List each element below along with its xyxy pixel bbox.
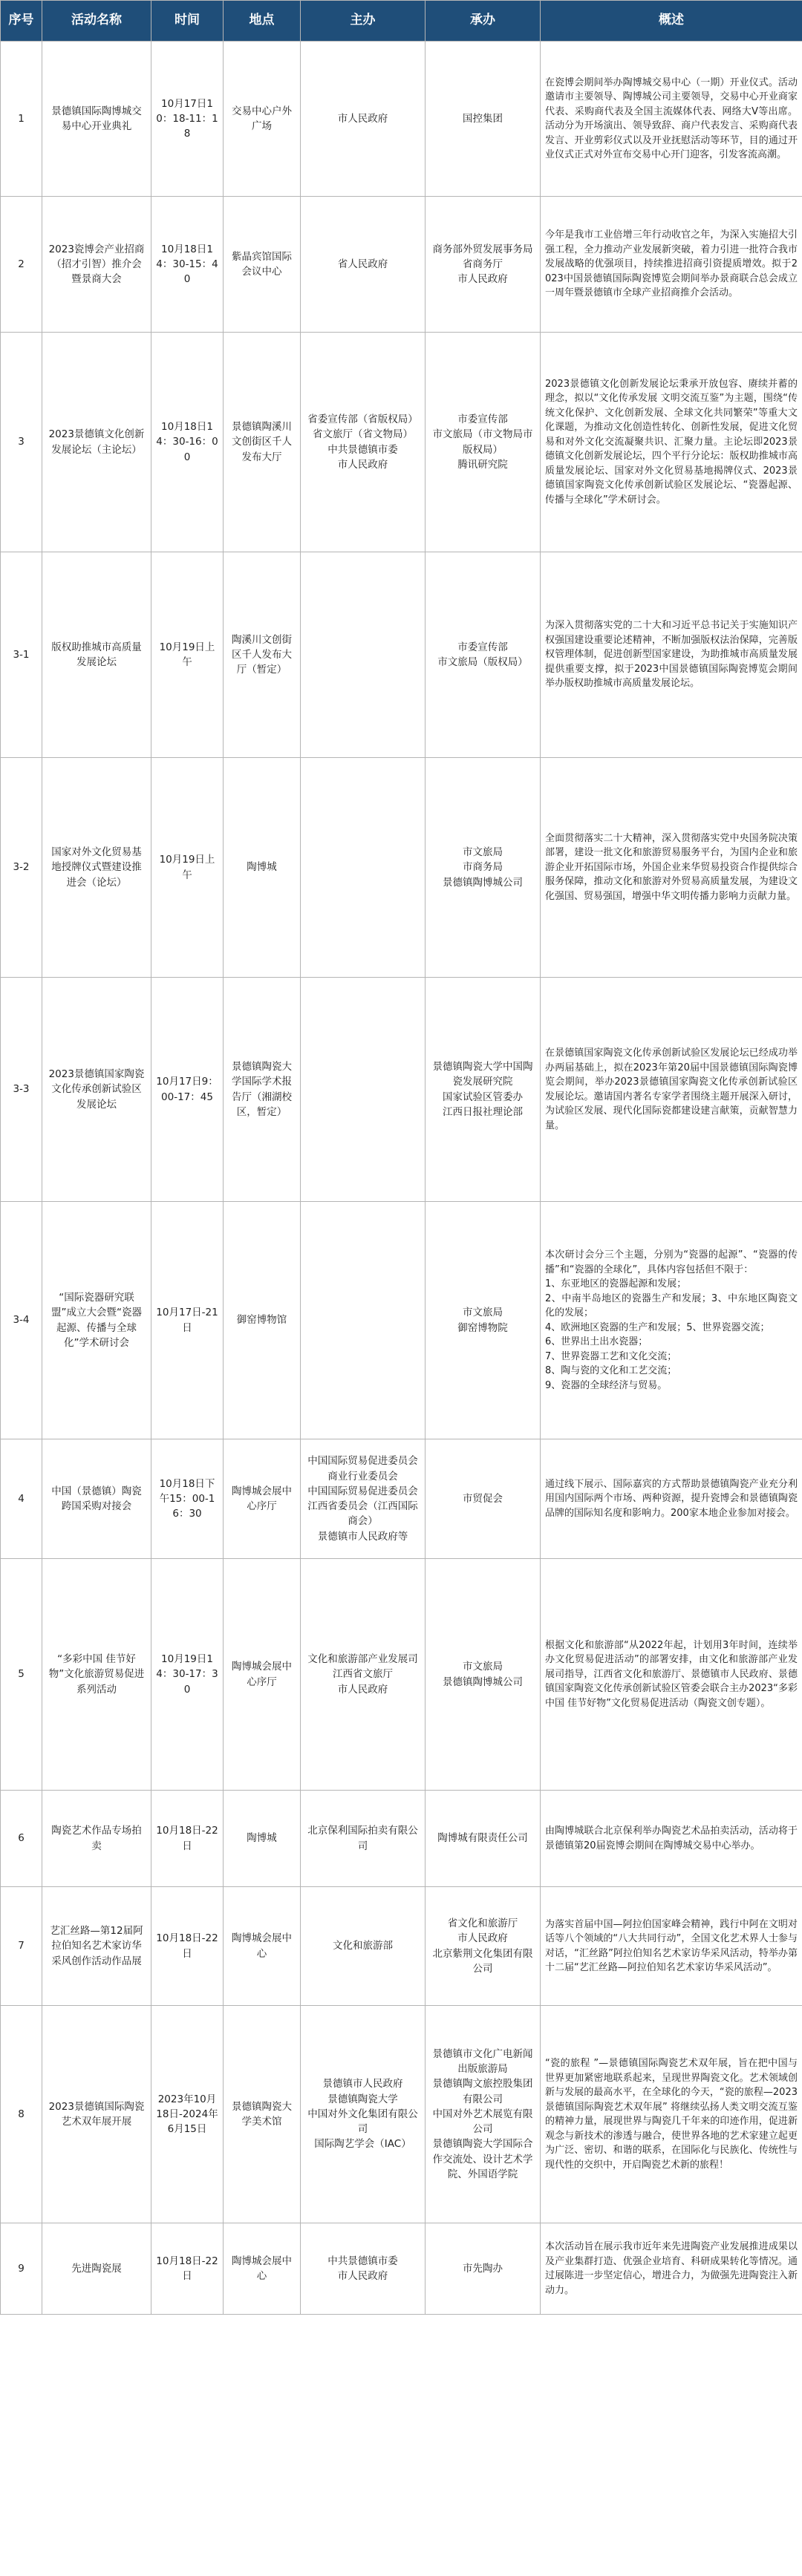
table-header-row — [1, 1, 802, 42]
table-row — [1, 333, 802, 552]
cell-name: 版权助推城市高质量发展论坛 — [42, 552, 151, 758]
cell-place: 景德镇陶瓷大学国际学术报告厅（湘湖校区，暂定） — [224, 978, 301, 1202]
cell-organizer: 景德镇市文化广电新闻出版旅游局 景德镇陶文旅控股集团有限公司 中国对外艺术展览有限公司 景德镇陶瓷大学国际合作交流处、设计艺术学院、外国语学院 — [426, 2006, 541, 2223]
cell-time: 10月18日-22日 — [151, 2223, 224, 2315]
table-row — [1, 1202, 802, 1439]
cell-place: 景德镇陶瓷大学美术馆 — [224, 2006, 301, 2223]
cell-host: 省人民政府 — [301, 197, 426, 333]
header-host: 主办 — [301, 1, 426, 42]
table-row — [1, 1791, 802, 1887]
cell-organizer: 商务部外贸发展事务局 省商务厅 市人民政府 — [426, 197, 541, 333]
cell-summary: “瓷的旅程 ”—景德镇国际陶瓷艺术双年展，旨在把中国与世界更加紧密地联系起来，呈现世界陶瓷文化。艺术领域创新与发展的最高水平，在全球化的今天，“瓷的旅程—2023景德镇国际陶瓷艺术双年展” 将继续弘扬人类文明交流互鉴的精神力量，展现世界与陶瓷几千年来的印迹作用，促进新观念与新技术的渗透与融合，使世界各地的艺术家建立起更为广泛、密切、和谐的联系，在国际化与民族化、传统性与现代性的交织中，开启陶瓷艺术新的旅程！ — [541, 2006, 802, 2223]
table-row — [1, 552, 802, 758]
cell-no: 7 — [1, 1887, 42, 2006]
cell-time: 10月18日-22日 — [151, 1791, 224, 1887]
cell-name: 中国（景德镇）陶瓷跨国采购对接会 — [42, 1439, 151, 1559]
cell-summary: 本次活动旨在展示我市近年来先进陶瓷产业发展推进成果以及产业集群打造、优强企业培育、科研成果转化等情况。通过展陈进一步坚定信心，增进合力，为做强先进陶瓷注入新动力。 — [541, 2223, 802, 2315]
cell-summary: 通过线下展示、国际嘉宾的方式帮助景德镇陶瓷产业充分利用国内国际两个市场、两种资源，提升瓷博会和景德镇陶瓷品牌的国际知名度和影响力。200家本地企业参加对接会。 — [541, 1439, 802, 1559]
cell-host — [301, 1202, 426, 1439]
cell-time: 10月18日-22日 — [151, 1887, 224, 2006]
cell-place: 紫晶宾馆国际会议中心 — [224, 197, 301, 333]
cell-place: 陶博城 — [224, 758, 301, 978]
cell-place: 陶溪川文创街区千人发布大厅（暂定） — [224, 552, 301, 758]
cell-no: 2 — [1, 197, 42, 333]
cell-time: 10月17日-21日 — [151, 1202, 224, 1439]
cell-name: 2023景德镇国际陶瓷艺术双年展开展 — [42, 2006, 151, 2223]
table-row — [1, 2223, 802, 2315]
cell-no: 3-4 — [1, 1202, 42, 1439]
cell-organizer: 市文旅局 御窑博物院 — [426, 1202, 541, 1439]
cell-no: 4 — [1, 1439, 42, 1559]
cell-place: 景德镇陶溪川文创街区千人发布大厅 — [224, 333, 301, 552]
header-place: 地点 — [224, 1, 301, 42]
cell-host: 中国国际贸易促进委员会商业行业委员会 中国国际贸易促进委员会江西省委员会（江西国际商会） 景德镇市人民政府等 — [301, 1439, 426, 1559]
cell-no: 6 — [1, 1791, 42, 1887]
header-summary: 概述 — [541, 1, 802, 42]
table-row — [1, 1439, 802, 1559]
cell-organizer: 国控集团 — [426, 42, 541, 197]
cell-name: “多彩中国 佳节好物”文化旅游贸易促进系列活动 — [42, 1559, 151, 1791]
cell-organizer: 陶博城有限责任公司 — [426, 1791, 541, 1887]
cell-place: 陶博城会展中心 — [224, 2223, 301, 2315]
header-no: 序号 — [1, 1, 42, 42]
header-organizer: 承办 — [426, 1, 541, 42]
cell-time: 10月19日14：30-17：30 — [151, 1559, 224, 1791]
cell-no: 1 — [1, 42, 42, 197]
cell-organizer: 省文化和旅游厅 市人民政府 北京紫荆文化集团有限公司 — [426, 1887, 541, 2006]
cell-no: 9 — [1, 2223, 42, 2315]
table-row — [1, 758, 802, 978]
cell-name: 2023景德镇文化创新发展论坛（主论坛） — [42, 333, 151, 552]
cell-name: 陶瓷艺术作品专场拍卖 — [42, 1791, 151, 1887]
cell-host: 省委宣传部（省版权局） 省文旅厅（省文物局） 中共景德镇市委 市人民政府 — [301, 333, 426, 552]
cell-organizer: 景德镇陶瓷大学中国陶瓷发展研究院 国家试验区管委办 江西日报社理论部 — [426, 978, 541, 1202]
cell-summary: 全面贯彻落实二十大精神，深入贯彻落实党中央国务院决策部署，建设一批文化和旅游贸易服务平台，为国内企业和旅游企业开拓国际市场，外国企业来华贸易投资合作提供综合服务保障，推动文化和旅游对外贸易高质量发展，为建设文化强国、贸易强国，增强中华文明传播力影响力贡献力量。 — [541, 758, 802, 978]
cell-place: 交易中心户外广场 — [224, 42, 301, 197]
cell-organizer: 市文旅局 景德镇陶博城公司 — [426, 1559, 541, 1791]
cell-summary: 本次研讨会分三个主题，分别为“瓷器的起源”、“瓷器的传播”和“瓷器的全球化”，具体内容包括但不限于： 1、东亚地区的瓷器起源和发展； 2、中南半岛地区的瓷器生产和发展；3、中东地区陶瓷文化的发展； 4、欧洲地区瓷器的生产和发展；5、世界瓷器交流； 6、世界出土出水瓷器； 7、世界瓷器工艺和文化交流； 8、陶与瓷的文化和工艺交流； 9、瓷器的全球经济与贸易。 — [541, 1202, 802, 1439]
cell-no: 5 — [1, 1559, 42, 1791]
cell-summary: 根据文化和旅游部“从2022年起，计划用3年时间，连续举办文化贸易促进活动”的部署安排，由文化和旅游部产业发展司指导，江西省文化和旅游厅、景德镇市人民政府、景德镇国家陶瓷文化传承创新试验区管委会联合主办2023“多彩中国 佳节好物”文化贸易促进活动（陶瓷文创专题）。 — [541, 1559, 802, 1791]
cell-place: 陶博城会展中心序厅 — [224, 1439, 301, 1559]
table-row — [1, 1559, 802, 1791]
cell-time: 10月17日9：00-17：45 — [151, 978, 224, 1202]
cell-name: 2023景德镇国家陶瓷文化传承创新试验区发展论坛 — [42, 978, 151, 1202]
cell-host: 中共景德镇市委 市人民政府 — [301, 2223, 426, 2315]
cell-summary: 在景德镇国家陶瓷文化传承创新试验区发展论坛已经成功举办两届基础上，拟在2023年第20届中国景德镇国际陶瓷博览会期间，举办2023景德镇国家陶瓷文化传承创新试验区发展论坛。邀请国内著名专家学者围绕主题开展深入研讨，为试验区发展、现代化国际瓷都建设建言献策，贡献智慧力量。 — [541, 978, 802, 1202]
header-name: 活动名称 — [42, 1, 151, 42]
cell-organizer: 市先陶办 — [426, 2223, 541, 2315]
cell-no: 3-2 — [1, 758, 42, 978]
cell-summary: 由陶博城联合北京保利举办陶瓷艺术品拍卖活动，活动将于景德镇第20届瓷博会期间在陶博城交易中心举办。 — [541, 1791, 802, 1887]
cell-time: 10月17日10：18-11：18 — [151, 42, 224, 197]
cell-no: 3-3 — [1, 978, 42, 1202]
cell-place: 御窑博物馆 — [224, 1202, 301, 1439]
cell-organizer: 市委宣传部 市文旅局（版权局） — [426, 552, 541, 758]
table-row — [1, 2006, 802, 2223]
cell-no: 3-1 — [1, 552, 42, 758]
table-row — [1, 1887, 802, 2006]
cell-name: 国家对外文化贸易基地授牌仪式暨建设推进会（论坛） — [42, 758, 151, 978]
cell-name: “国际瓷器研究联盟”成立大会暨“瓷器起源、传播与全球化”学术研讨会 — [42, 1202, 151, 1439]
cell-host — [301, 552, 426, 758]
cell-host: 文化和旅游部产业发展司 江西省文旅厅 市人民政府 — [301, 1559, 426, 1791]
cell-name: 先进陶瓷展 — [42, 2223, 151, 2315]
cell-name: 2023瓷博会产业招商（招才引智）推介会暨景商大会 — [42, 197, 151, 333]
cell-host — [301, 758, 426, 978]
cell-organizer: 市贸促会 — [426, 1439, 541, 1559]
table-row — [1, 42, 802, 197]
cell-host: 市人民政府 — [301, 42, 426, 197]
cell-no: 3 — [1, 333, 42, 552]
cell-place: 陶博城会展中心序厅 — [224, 1559, 301, 1791]
cell-place: 陶博城会展中心 — [224, 1887, 301, 2006]
cell-name: 艺汇丝路—第12届阿拉伯知名艺术家访华采风创作活动作品展 — [42, 1887, 151, 2006]
cell-host: 北京保利国际拍卖有限公司 — [301, 1791, 426, 1887]
cell-host — [301, 978, 426, 1202]
cell-time: 10月18日下午15：00-16：30 — [151, 1439, 224, 1559]
table-row — [1, 197, 802, 333]
cell-summary: 为深入贯彻落实党的二十大和习近平总书记关于实施知识产权强国建设重要论述精神，不断加强版权法治保障，完善版权管理体制，促进创新型国家建设，为助推城市高质量发展提供重要支撑，拟于2023中国景德镇国际陶瓷博览会期间举办版权助推城市高质量发展论坛。 — [541, 552, 802, 758]
cell-host: 文化和旅游部 — [301, 1887, 426, 2006]
cell-summary: 在瓷博会期间举办陶博城交易中心（一期）开业仪式。活动邀请市主要领导、陶博城公司主要领导，交易中心开业商家代表、采购商代表及全国主流媒体代表、网络大V等出席。活动分为开场演出、领导致辞、商户代表发言、采购商代表发言、开业剪彩仪式以及开业抚慰活动等环节，目的通过开业仪式正式对外宣布交易中心开门迎客，引发客流高潮。 — [541, 42, 802, 197]
cell-time: 10月19日上午 — [151, 552, 224, 758]
cell-place: 陶博城 — [224, 1791, 301, 1887]
cell-time: 10月18日14：30-16：00 — [151, 333, 224, 552]
cell-name: 景德镇国际陶博城交易中心开业典礼 — [42, 42, 151, 197]
cell-host: 景德镇市人民政府 景德镇陶瓷大学 中国对外文化集团有限公司 国际陶艺学会（IAC） — [301, 2006, 426, 2223]
cell-no: 8 — [1, 2006, 42, 2223]
cell-summary: 今年是我市工业倍增三年行动收官之年，为深入实施招大引强工程，全力推动产业发展新突破，着力引进一批符合我市发展战略的优强项目，持续推进招商引资提质增效。拟于2023中国景德镇国际陶瓷博览会期间举办景商联合总会成立一周年暨景德镇市全球产业招商推介会活动。 — [541, 197, 802, 333]
cell-time: 10月18日14：30-15：40 — [151, 197, 224, 333]
table-row — [1, 978, 802, 1202]
cell-organizer: 市文旅局 市商务局 景德镇陶博城公司 — [426, 758, 541, 978]
cell-summary: 2023景德镇文化创新发展论坛秉承开放包容、赓续并蓄的理念，拟以“文化传承发展 文明交流互鉴”为主题，围绕“传统文化保护、文化创新发展、全球文化共同繁荣”等重大文化课题，为推动文化创造性转化、创新性发展，促进文化贸易和对外文化交流凝聚共识、汇聚力量。主论坛即2023景德镇文化创新发展论坛，四个平行分论坛：版权助推城市高质量发展论坛、国家对外文化贸易基地揭牌仪式、2023景德镇国家陶瓷文化传承创新试验区发展论坛、“瓷器起源、传播与全球化”学术研讨会。 — [541, 333, 802, 552]
header-time: 时间 — [151, 1, 224, 42]
cell-time: 10月19日上午 — [151, 758, 224, 978]
cell-time: 2023年10月18日-2024年6月15日 — [151, 2006, 224, 2223]
cell-summary: 为落实首届中国—阿拉伯国家峰会精神，践行中阿在文明对话等八个领域的“八大共同行动”，全国文化艺术界人士参与对话，“汇丝路”阿拉伯知名艺术家访华采风活动，特举办第十二届“艺汇丝路—阿拉伯知名艺术家访华采风活动”。 — [541, 1887, 802, 2006]
cell-organizer: 市委宣传部 市文旅局（市文物局市版权局） 腾讯研究院 — [426, 333, 541, 552]
